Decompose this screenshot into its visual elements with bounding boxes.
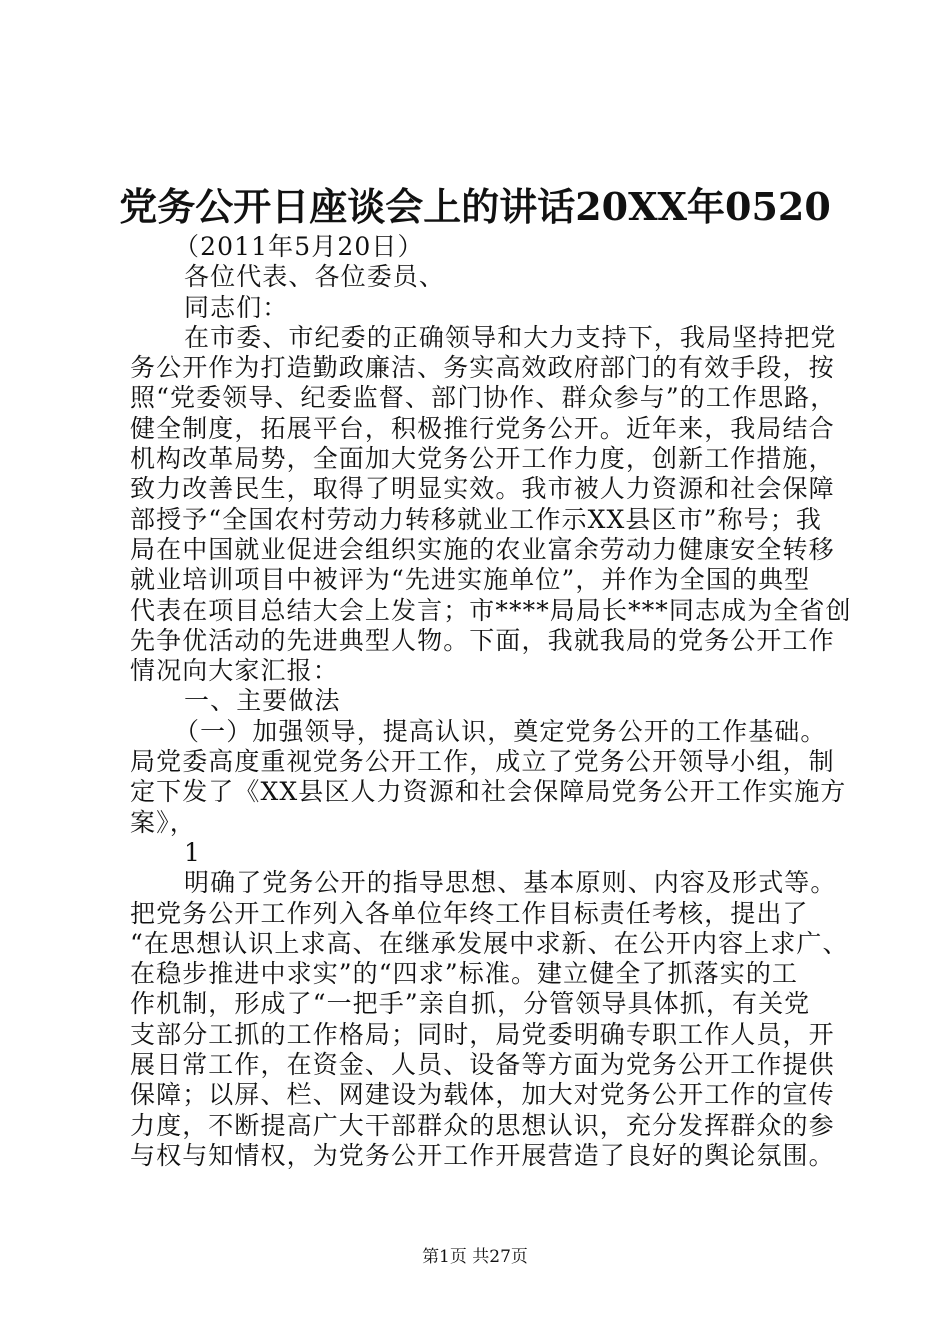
text-line: 把党务公开工作列入各单位年终工作目标责任考核，提出了 [130, 898, 809, 928]
text-line: 同志们： [184, 292, 289, 322]
text-line: 局党委高度重视党务公开工作，成立了党务公开领导小组，制 [130, 747, 835, 777]
text-line: 就业培训项目中被评为“先进实施单位”，并作为全国的典型 [130, 565, 811, 595]
text-line: （一）加强领导，提高认识，奠定党务公开的工作基础。 [174, 716, 827, 746]
text-line: 情况向大家汇报： [130, 656, 339, 686]
text-line: 案》， [130, 807, 196, 837]
text-line: 健全制度，拓展平台，积极推行党务公开。近年来，我局结合 [130, 413, 835, 443]
text-line: 代表在项目总结大会上发言；市****局局长***同志成为全省创 [130, 595, 852, 625]
text-line: 明确了党务公开的指导思想、基本原则、内容及形式等。 [184, 868, 837, 898]
text-line: 在稳步推进中求实”的“四求”标准。建立健全了抓落实的工 [130, 959, 799, 989]
text-line: 力度，不断提高广大干部群众的思想认识，充分发挥群众的参 [130, 1110, 835, 1140]
text-line: 局在中国就业促进会组织实施的农业富余劳动力健康安全转移 [130, 534, 835, 564]
text-line: 展日常工作，在资金、人员、设备等方面为党务公开工作提供 [130, 1050, 835, 1080]
text-line: 在市委、市纪委的正确领导和大力支持下，我局坚持把党 [184, 322, 837, 352]
page-footer: 第1页 共27页 [422, 1247, 528, 1267]
text-line: 支部分工抓的工作格局；同时，局党委明确专职工作人员，开 [130, 1019, 835, 1049]
document-body [130, 232, 852, 1171]
text-line: 定下发了《XX县区人力资源和社会保障局党务公开工作实施方 [130, 777, 847, 807]
text-line: 一、主要做法 [184, 686, 341, 716]
text-line: 先争优活动的先进典型人物。下面，我就我局的党务公开工作 [130, 625, 835, 655]
text-line: 保障；以屏、栏、网建设为载体，加大对党务公开工作的宣传 [130, 1080, 835, 1110]
text-line: 作机制，形成了“一把手”亲自抓，分管领导具体抓，有关党 [130, 989, 811, 1019]
text-line: 致力改善民生，取得了明显实效。我市被人力资源和社会保障 [130, 474, 835, 504]
text-line: 部授予“全国农村劳动力转移就业工作示XX县区市”称号；我 [130, 504, 822, 534]
text-line: 各位代表、各位委员、 [184, 262, 446, 292]
text-line: 1 [184, 837, 202, 867]
document-title: 党务公开日座谈会上的讲话20XX年0520 [119, 184, 831, 229]
text-line: 与权与知情权，为党务公开工作开展营造了良好的舆论氛围。 [130, 1140, 835, 1170]
text-line: “在思想认识上求高、在继承发展中求新、在公开内容上求广、 [130, 928, 849, 958]
text-line: 照“党委领导、纪委监督、部门协作、群众参与”的工作思路， [130, 383, 837, 413]
text-line: （2011年5月20日） [174, 232, 424, 261]
text-line: 机构改革局势，全面加大党务公开工作力度，创新工作措施， [130, 444, 835, 474]
text-line: 务公开作为打造勤政廉洁、务实高效政府部门的有效手段，按 [130, 353, 835, 383]
